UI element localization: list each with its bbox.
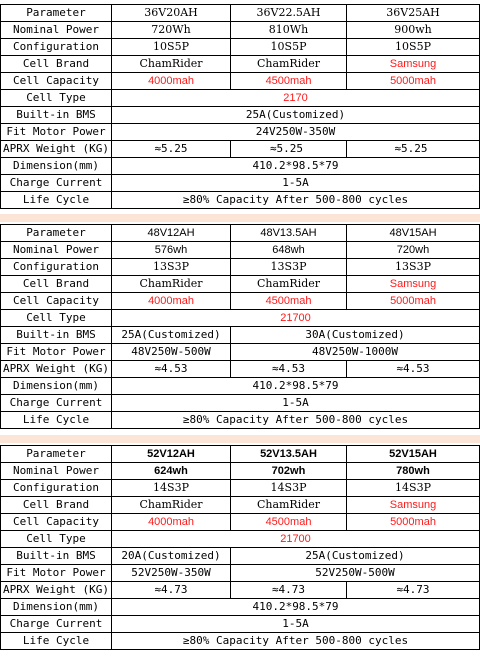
table-cell: 900wh: [347, 22, 480, 39]
row-label: Cell Capacity: [1, 293, 112, 310]
table-cell: 4000mah: [112, 293, 231, 310]
table-cell: Samsung: [347, 56, 480, 73]
row-label: APRX Weight (KG): [1, 361, 112, 378]
dimension-row: [1, 378, 480, 395]
row-label: Cell Type: [1, 531, 112, 548]
row-label: Life Cycle: [1, 192, 112, 209]
cell-type-row: [1, 90, 480, 107]
row-label: Nominal Power: [1, 242, 112, 259]
table-cell: 720Wh: [112, 22, 231, 39]
spec-table-52v: [0, 445, 480, 650]
table-cell: ChamRider: [112, 56, 231, 73]
table-cell: 52V250W-350W: [112, 565, 231, 582]
row-label: Life Cycle: [1, 633, 112, 650]
table-cell: 410.2*98.5*79: [112, 599, 480, 616]
row-label: Cell Type: [1, 90, 112, 107]
table-cell: ≈4.53: [231, 361, 347, 378]
model-name: 36V25AH: [347, 5, 480, 22]
cell-capacity-row: [1, 514, 480, 531]
cell-brand-row: [1, 276, 480, 293]
table-cell: ≈5.25: [347, 141, 480, 158]
table-cell: 25A(Customized): [231, 548, 480, 565]
table-cell: 21700: [112, 310, 480, 327]
table-cell: ≈4.53: [347, 361, 480, 378]
spec-table-48v: [0, 224, 480, 429]
model-name: 48V12AH: [112, 225, 231, 242]
table-cell: ≈4.73: [112, 582, 231, 599]
table-cell: 576wh: [112, 242, 231, 259]
nominal-power-row: [1, 22, 480, 39]
bms-row: [1, 327, 480, 344]
table-cell: 48V250W-500W: [112, 344, 231, 361]
row-label: Built-in BMS: [1, 107, 112, 124]
row-label: Cell Brand: [1, 56, 112, 73]
table-cell: 48V250W-1000W: [231, 344, 480, 361]
row-label: Configuration: [1, 39, 112, 56]
row-label: Cell Capacity: [1, 73, 112, 90]
table-cell: ≈4.73: [231, 582, 347, 599]
row-label: Dimension(mm): [1, 378, 112, 395]
header-row: [1, 446, 480, 463]
life-cycle-row: [1, 412, 480, 429]
table-cell: ≥80% Capacity After 500-800 cycles: [112, 633, 480, 650]
cell-type-row: [1, 310, 480, 327]
table-cell: ≈4.53: [112, 361, 231, 378]
table-cell: 4500mah: [231, 293, 347, 310]
model-name: 48V15AH: [347, 225, 480, 242]
weight-row: [1, 361, 480, 378]
table-cell: 810Wh: [231, 22, 347, 39]
table-cell: 13S3P: [112, 259, 231, 276]
row-label: Nominal Power: [1, 463, 112, 480]
row-label: Configuration: [1, 259, 112, 276]
table-cell: 1-5A: [112, 395, 480, 412]
table-cell: 1-5A: [112, 616, 480, 633]
charge-current-row: [1, 616, 480, 633]
table-cell: 21700: [112, 531, 480, 548]
row-label: Fit Motor Power: [1, 565, 112, 582]
table-cell: 4000mah: [112, 514, 231, 531]
row-label: Life Cycle: [1, 412, 112, 429]
table-cell: ChamRider: [231, 497, 347, 514]
table-cell: ≥80% Capacity After 500-800 cycles: [112, 192, 480, 209]
table-cell: 10S5P: [347, 39, 480, 56]
table-cell: 624wh: [112, 463, 231, 480]
row-label: Dimension(mm): [1, 599, 112, 616]
table-cell: 10S5P: [231, 39, 347, 56]
configuration-row: [1, 259, 480, 276]
cell-brand-row: [1, 497, 480, 514]
table-cell: 4500mah: [231, 73, 347, 90]
weight-row: [1, 141, 480, 158]
cell-capacity-row: [1, 73, 480, 90]
parameter-header: Parameter: [1, 446, 112, 463]
table-cell: ChamRider: [112, 276, 231, 293]
model-name: 36V22.5AH: [231, 5, 347, 22]
model-name: 52V13.5AH: [231, 446, 347, 463]
bms-row: [1, 548, 480, 565]
row-label: APRX Weight (KG): [1, 141, 112, 158]
row-label: Cell Capacity: [1, 514, 112, 531]
bms-row: [1, 107, 480, 124]
table-cell: 13S3P: [231, 259, 347, 276]
table-cell: ≥80% Capacity After 500-800 cycles: [112, 412, 480, 429]
row-label: Built-in BMS: [1, 548, 112, 565]
table-cell: 702wh: [231, 463, 347, 480]
table-cell: ≈5.25: [112, 141, 231, 158]
row-label: Charge Current: [1, 395, 112, 412]
table-cell: ≈5.25: [231, 141, 347, 158]
configuration-row: [1, 480, 480, 497]
table-cell: ≈4.73: [347, 582, 480, 599]
dimension-row: [1, 158, 480, 175]
table-cell: Samsung: [347, 276, 480, 293]
row-label: Charge Current: [1, 175, 112, 192]
motor-power-row: [1, 344, 480, 361]
table-cell: 410.2*98.5*79: [112, 158, 480, 175]
row-label: Dimension(mm): [1, 158, 112, 175]
table-cell: 648wh: [231, 242, 347, 259]
section-divider: [0, 214, 480, 222]
section-divider: [0, 435, 480, 443]
configuration-row: [1, 39, 480, 56]
motor-power-row: [1, 124, 480, 141]
parameter-header: Parameter: [1, 225, 112, 242]
model-name: 52V12AH: [112, 446, 231, 463]
table-cell: 5000mah: [347, 514, 480, 531]
life-cycle-row: [1, 633, 480, 650]
table-cell: 5000mah: [347, 293, 480, 310]
row-label: Configuration: [1, 480, 112, 497]
model-name: 52V15AH: [347, 446, 480, 463]
row-label: Cell Brand: [1, 276, 112, 293]
table-cell: 720wh: [347, 242, 480, 259]
table-cell: 25A(Customized): [112, 107, 480, 124]
table-cell: 14S3P: [231, 480, 347, 497]
spec-table-36v: [0, 4, 480, 209]
table-cell: 4000mah: [112, 73, 231, 90]
table-cell: 14S3P: [347, 480, 480, 497]
weight-row: [1, 582, 480, 599]
row-label: Charge Current: [1, 616, 112, 633]
table-cell: 13S3P: [347, 259, 480, 276]
table-cell: ChamRider: [112, 497, 231, 514]
cell-type-row: [1, 531, 480, 548]
model-name: 36V20AH: [112, 5, 231, 22]
charge-current-row: [1, 395, 480, 412]
table-cell: 780wh: [347, 463, 480, 480]
parameter-header: Parameter: [1, 5, 112, 22]
row-label: Cell Type: [1, 310, 112, 327]
table-cell: 20A(Customized): [112, 548, 231, 565]
table-cell: 1-5A: [112, 175, 480, 192]
table-cell: 52V250W-500W: [231, 565, 480, 582]
table-cell: 14S3P: [112, 480, 231, 497]
table-cell: 4500mah: [231, 514, 347, 531]
table-cell: 25A(Customized): [112, 327, 231, 344]
nominal-power-row: [1, 463, 480, 480]
row-label: APRX Weight (KG): [1, 582, 112, 599]
cell-capacity-row: [1, 293, 480, 310]
table-cell: 2170: [112, 90, 480, 107]
row-label: Nominal Power: [1, 22, 112, 39]
dimension-row: [1, 599, 480, 616]
table-cell: ChamRider: [231, 56, 347, 73]
table-cell: ChamRider: [231, 276, 347, 293]
table-cell: 24V250W-350W: [112, 124, 480, 141]
header-row: [1, 5, 480, 22]
table-cell: 5000mah: [347, 73, 480, 90]
row-label: Built-in BMS: [1, 327, 112, 344]
life-cycle-row: [1, 192, 480, 209]
row-label: Cell Brand: [1, 497, 112, 514]
header-row: [1, 225, 480, 242]
row-label: Fit Motor Power: [1, 124, 112, 141]
cell-brand-row: [1, 56, 480, 73]
model-name: 48V13.5AH: [231, 225, 347, 242]
table-cell: 30A(Customized): [231, 327, 480, 344]
nominal-power-row: [1, 242, 480, 259]
row-label: Fit Motor Power: [1, 344, 112, 361]
motor-power-row: [1, 565, 480, 582]
table-cell: 410.2*98.5*79: [112, 378, 480, 395]
table-cell: 10S5P: [112, 39, 231, 56]
table-cell: Samsung: [347, 497, 480, 514]
charge-current-row: [1, 175, 480, 192]
